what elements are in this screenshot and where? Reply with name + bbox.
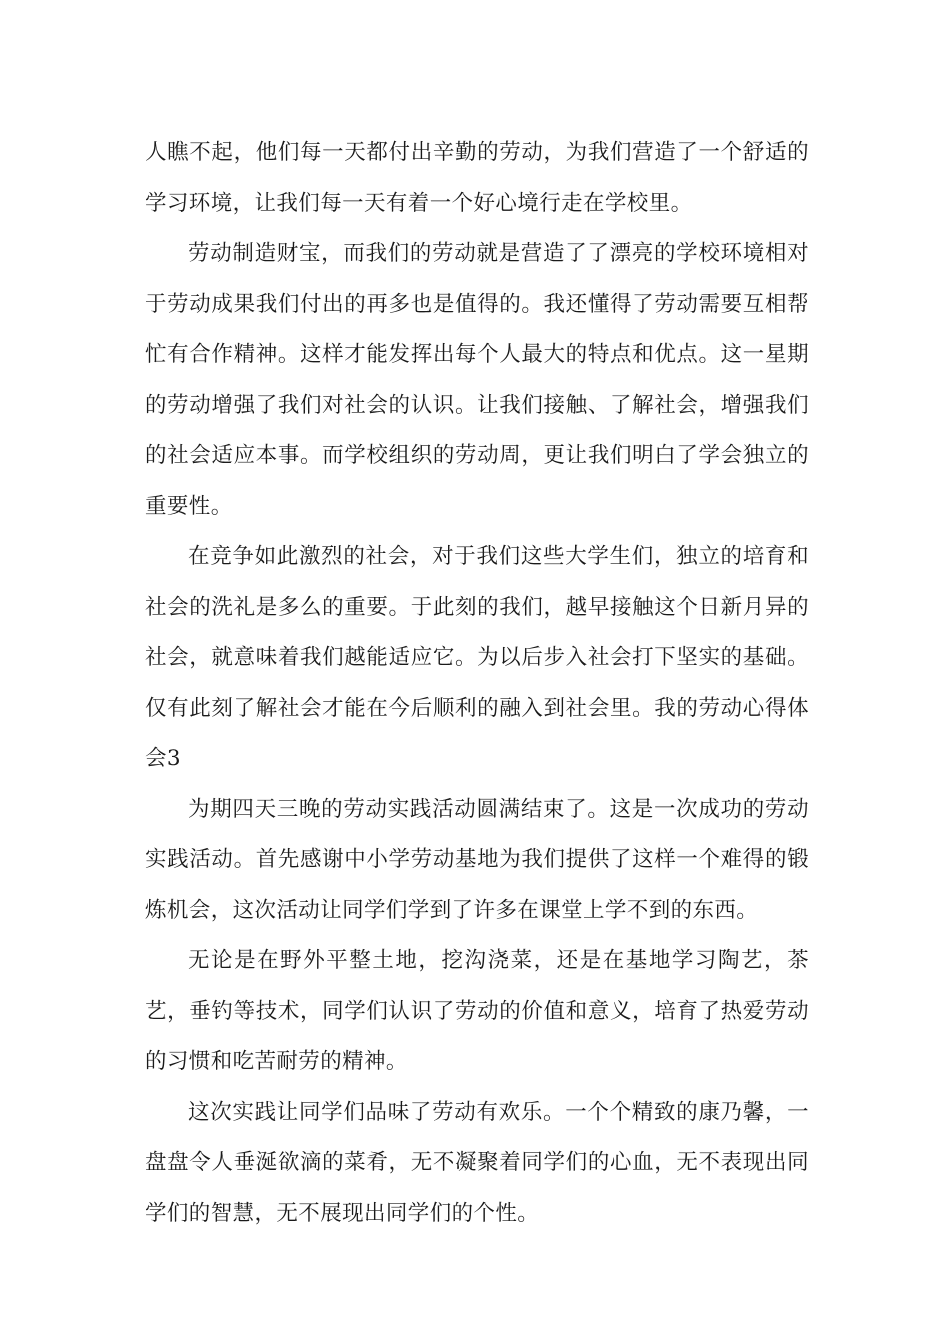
- paragraph-1: 人瞧不起，他们每一天都付出辛勤的劳动，为我们营造了一个舒适的学习环境，让我们每一天有着一个好心境行走在学校里。: [145, 140, 809, 216]
- paragraph-5: 无论是在野外平整土地，挖沟浇菜，还是在基地学习陶艺，茶艺，垂钓等技术，同学们认识了劳动的价值和意义，培育了热爱劳动的习惯和吃苦耐劳的精神。: [145, 948, 809, 1074]
- document-body: [145, 128, 809, 1239]
- paragraph-2: 劳动制造财宝，而我们的劳动就是营造了了漂亮的学校环境相对于劳动成果我们付出的再多也是值得的。我还懂得了劳动需要互相帮忙有合作精神。这样才能发挥出每个人最大的特点和优点。这一星期的劳动增强了我们对社会的认识。让我们接触、了解社会，增强我们的社会适应本事。而学校组织的劳动周，更让我们明白了学会独立的重要性。: [145, 241, 809, 519]
- paragraph-3: 在竞争如此激烈的社会，对于我们这些大学生们，独立的培育和社会的洗礼是多么的重要。于此刻的我们，越早接触这个日新月异的社会，就意味着我们越能适应它。为以后步入社会打下坚实的基础。仅有此刻了解社会才能在今后顺利的融入到社会里。我的劳动心得体会3: [145, 544, 809, 771]
- paragraph-4: 为期四天三晚的劳动实践活动圆满结束了。这是一次成功的劳动实践活动。首先感谢中小学劳动基地为我们提供了这样一个难得的锻炼机会，这次活动让同学们学到了许多在课堂上学不到的东西。: [145, 796, 809, 923]
- paragraph-6: 这次实践让同学们品味了劳动有欢乐。一个个精致的康乃馨，一盘盘令人垂涎欲滴的菜肴，无不凝聚着同学们的心血，无不表现出同学们的智慧，无不展现出同学们的个性。: [145, 1099, 809, 1226]
